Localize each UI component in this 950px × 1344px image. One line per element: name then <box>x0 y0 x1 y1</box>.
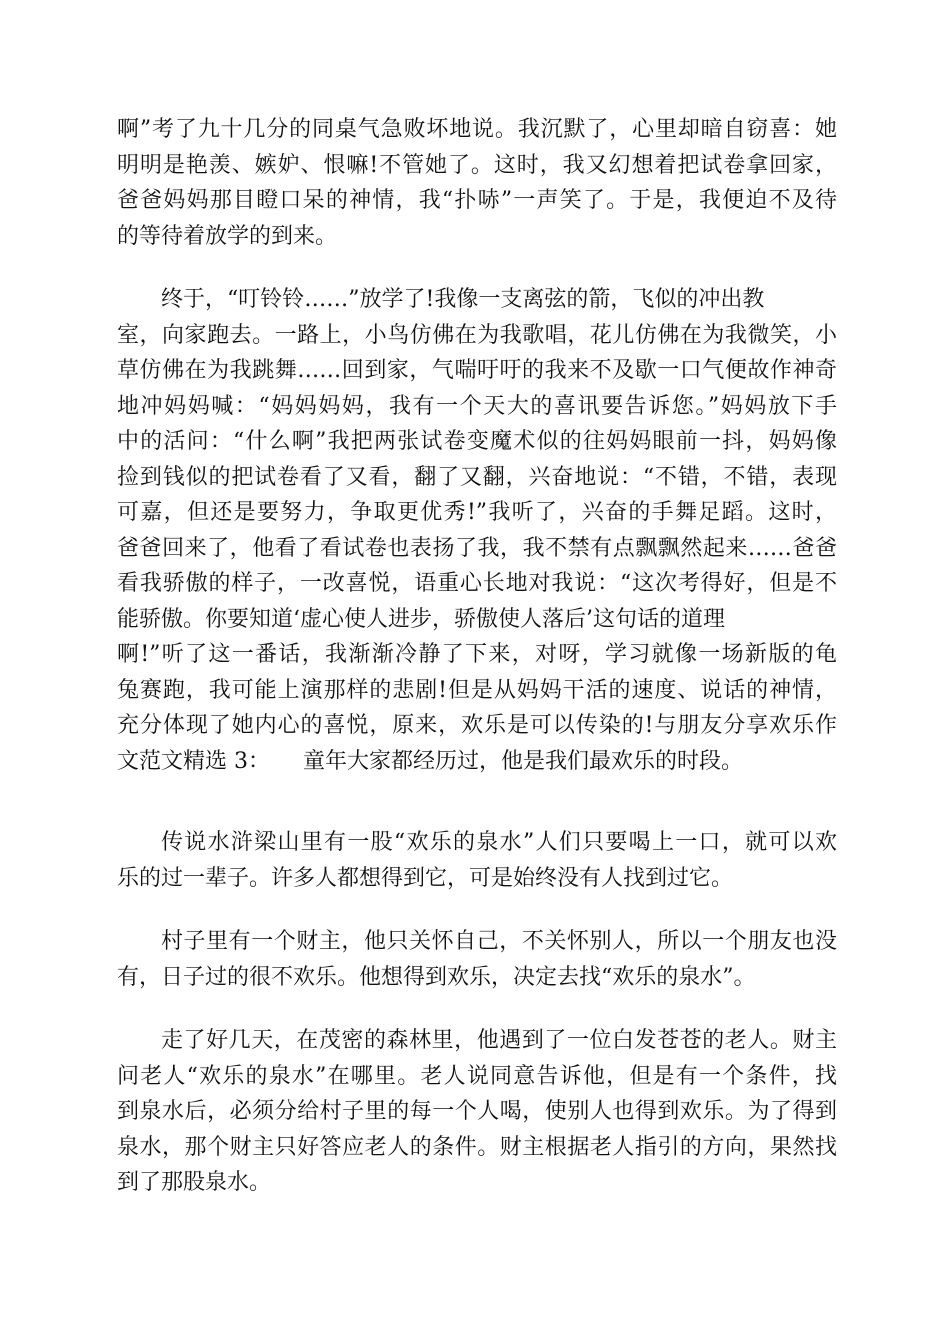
text-line: 传说水浒梁山里有一股“欢乐的泉水”人们只要喝上一口，就可以欢 <box>161 830 837 855</box>
text-line: 地冲妈妈喊：“妈妈妈妈，我有一个天大的喜讯要告诉您。”妈妈放下手 <box>117 393 837 419</box>
text-line: 乐的过一辈子。许多人都想得到它，可是始终没有人找到过它。 <box>117 865 734 891</box>
paragraph-3 <box>117 825 837 896</box>
text-line: 泉水，那个财主只好答应老人的条件。财主根据老人指引的方向，果然找 <box>117 1134 837 1160</box>
text-line: 到了那股泉水。 <box>117 1170 272 1195</box>
text-line: 明明是艳羡、嫉妒、恨嘛!不管她了。这时，我又幻想着把试卷拿回家， <box>117 152 837 178</box>
text-line: 到泉水后，必须分给村子里的每一个人喝，使别人也得到欢乐。为了得到 <box>117 1099 837 1124</box>
text-line: 村子里有一个财主，他只关怀自己，不关怀别人，所以一个朋友也没 <box>161 929 837 954</box>
text-line: 文范文精选 3： 童年大家都经历过，他是我们最欢乐的时段。 <box>117 748 743 774</box>
text-line: 看我骄傲的样子，一改喜悦，语重心长地对我说：“这次考得好，但是不 <box>117 571 837 596</box>
paragraph-1 <box>117 112 837 254</box>
text-line: 啊”考了九十几分的同桌气急败坏地说。我沉默了，心里却暗自窃喜：她 <box>117 117 837 142</box>
text-line: 兔赛跑，我可能上演那样的悲剧!但是从妈妈干活的速度、说话的神情， <box>117 677 837 703</box>
text-line: 啊!”听了这一番话，我渐渐冷静了下来，对呀，学习就像一场新版的龟 <box>117 642 837 667</box>
text-line: 的等待着放学的到来。 <box>117 223 338 249</box>
paragraph-5 <box>117 1023 837 1201</box>
text-line: 室，向家跑去。一路上，小鸟仿佛在为我歌唱，花儿仿佛在为我微笑，小 <box>117 322 837 348</box>
paragraph-2 <box>117 282 837 779</box>
text-line: 草仿佛在为我跳舞……回到家，气喘吁吁的我来不及歇一口气便故作神奇 <box>117 358 837 383</box>
text-line: 有，日子过的很不欢乐。他想得到欢乐，决定去找“欢乐的泉水”。 <box>117 964 756 990</box>
text-line: 爸爸回来了，他看了看试卷也表扬了我，我不禁有点飘飘然起来……爸爸 <box>117 535 837 561</box>
text-line: 捡到钱似的把试卷看了又看，翻了又翻，兴奋地说：“不错，不错，表现 <box>117 464 837 490</box>
paragraph-4 <box>117 924 837 995</box>
text-line: 能骄傲。你要知道‘虚心使人进步，骄傲使人落后’这句话的道理 <box>117 606 725 632</box>
text-line: 终于，“叮铃铃……”放学了!我像一支离弦的箭，飞似的冲出教 <box>161 287 765 312</box>
text-line: 走了好几天，在茂密的森林里，他遇到了一位白发苍苍的老人。财主 <box>161 1028 837 1053</box>
text-line: 问老人“欢乐的泉水”在哪里。老人说同意告诉他，但是有一个条件，找 <box>117 1063 837 1089</box>
text-line: 可嘉，但还是要努力，争取更优秀!”我听了，兴奋的手舞足蹈。这时， <box>117 500 837 525</box>
text-line: 中的活问：“什么啊”我把两张试卷变魔术似的往妈妈眼前一抖，妈妈像 <box>117 429 837 454</box>
text-line: 爸爸妈妈那目瞪口呆的神情，我“扑哧”一声笑了。于是，我便迫不及待 <box>117 188 837 213</box>
text-line: 充分体现了她内心的喜悦，原来，欢乐是可以传染的!与朋友分享欢乐作 <box>117 713 837 738</box>
